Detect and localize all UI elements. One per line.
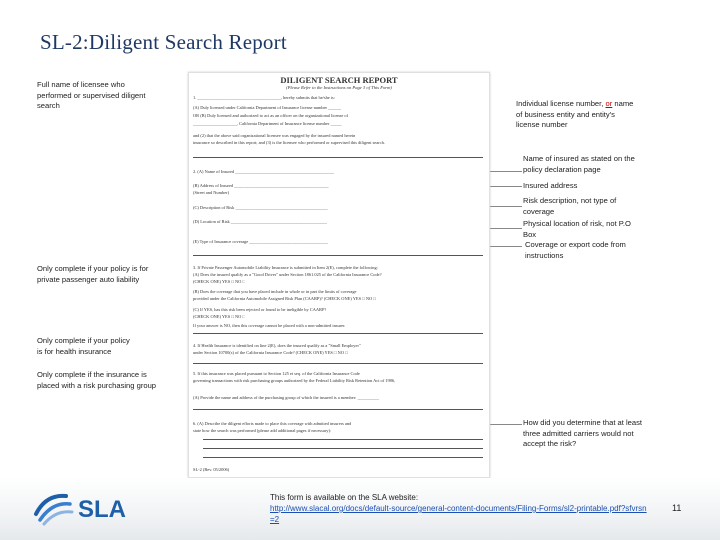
note-address: Insured address [523,181,578,190]
note-health: Only complete if your policy is for health insurance [37,336,130,356]
form-line: (B) Address of Insured ___________________________________________ [193,183,329,188]
note-license [516,99,636,131]
note-coverage-code: Coverage or export code from instructions [525,240,626,260]
form-divider [193,363,483,364]
form-blank-line [203,457,483,458]
form-line: (A) Provide the name and address of the purchasing group of which the insured is a member: __________ [193,395,380,400]
form-line: (C) Description of Risk __________________________________________ [193,205,328,210]
form-line: (C) If YES, has this risk been rejected or found to be ineligible by CAARP? [193,307,327,312]
note-licensee: Full name of licensee who performed or supervised diligent search [37,80,146,111]
form-blank-line [203,448,483,449]
form-line: 2. (A) Name of Insured _____________________________________________ [193,169,334,174]
form-line: If your answer is NO, then this coverage cannot be placed with a non-admitted insurer. [193,323,346,328]
form-line: provided under the California Automobile Assigned Risk Plan (CAARP)? (CHECK ONE) YES □ NO □ [193,296,376,301]
note-auto: Only complete if your policy is for private passenger auto liability [37,264,149,284]
note-insured-name: Name of insured as stated on the policy declaration page [523,154,635,174]
form-line: (A) Duly licensed under California Department of Insurance license number ______ [193,105,342,110]
form-blank-line [203,439,483,440]
sla-logo-text: SLA [78,496,126,523]
form-line: under Section 10700(s) of the California Insurance Code? (CHECK ONE) YES □ NO □ [193,350,348,355]
note-location: Physical location of risk, not P.O Box [523,219,631,239]
form-divider [193,333,483,334]
form-line: insurance so described in this report; and (3) is the licensee who performed or supervised this diligent search. [193,140,385,145]
note-risk: Risk description, not type of coverage [523,196,617,216]
form-title: DILIGENT SEARCH REPORT [280,75,398,85]
diligent-search-form-image [188,72,490,478]
form-line: SL-2 (Rev. 05/2006) [193,467,230,472]
form-line: and (2) that the above said organizational licensee was engaged by the insured named herein [193,133,356,138]
form-line: (E) Type of Insurance coverage ____________________________________ [193,239,329,244]
form-line: (CHECK ONE) YES □ NO □ [193,279,246,284]
note-how: How did you determine that at least three admitted carriers would not accept the risk? [523,418,643,449]
form-line: 3. If Private Passenger Automobile Liability Insurance is submitted in Item 2(E), complete the following: [193,265,378,270]
sla-logo-icon [36,496,72,524]
sla-logo [30,484,140,533]
slide-title: SL-2:Diligent Search Report [40,30,287,54]
form-divider [193,255,483,256]
form-line: governing transactions with risk purchasing groups authorized by the Federal Liability Risk Retention Act of 1986, [193,378,396,383]
form-line: 4. If Health Insurance is identified on line 2(E), does the insured qualify as a "Small Employer" [193,343,361,348]
form-line: 5. If this insurance was placed pursuant to Section 125 et seq. of the California Insurance Code [193,371,360,376]
form-divider [193,409,483,410]
form-line: state how the search was performed (please add additional pages if necessary): [193,428,332,433]
form-divider [193,157,483,158]
page-number: 11 [672,503,682,513]
form-line: OR (B) Duly licensed and authorized to act as an officer on the organizational license of [193,113,349,118]
sl2-form-link[interactable]: http://www.slacal.org/docs/default-source/general-content-documents/Filing-Forms/sl2-printable.pdf?sfvrsn=2 [270,504,647,524]
note-rpg: Only complete if the insurance is placed with a risk purchasing group [37,370,157,390]
form-line: (Street and Number) [193,190,230,195]
form-line: 6. (A) Describe the diligent efforts made to place this coverage with admitted insurers and [193,421,352,426]
form-line: (B) Does the coverage that you have placed include in whole or in part the limits of coverage [193,289,357,294]
form-subtitle: (Please Refer to the Instructions on Page 3 of This Form) [286,85,392,90]
note-license-text-b: name of business entity and entity's license number [516,99,634,130]
note-license-text-a: Individual license number, [516,99,604,108]
footer-note [270,492,650,525]
form-line: (CHECK ONE) YES □ NO □ [193,314,246,319]
form-line: (D) Location of Risk ____________________________________________ [193,219,328,224]
footer-label: This form is available on the SLA website: [270,493,419,502]
form-line: (A) Does the insured qualify as a "Good Driver" under Section 1861.025 of the California Insurance Code? [193,272,382,277]
form-line: ____________________, California Department of Insurance license number _____ [193,121,342,126]
note-license-or: or [605,99,613,108]
form-line: 1. ______________________________________, hereby submits that he/she is: [193,95,335,100]
